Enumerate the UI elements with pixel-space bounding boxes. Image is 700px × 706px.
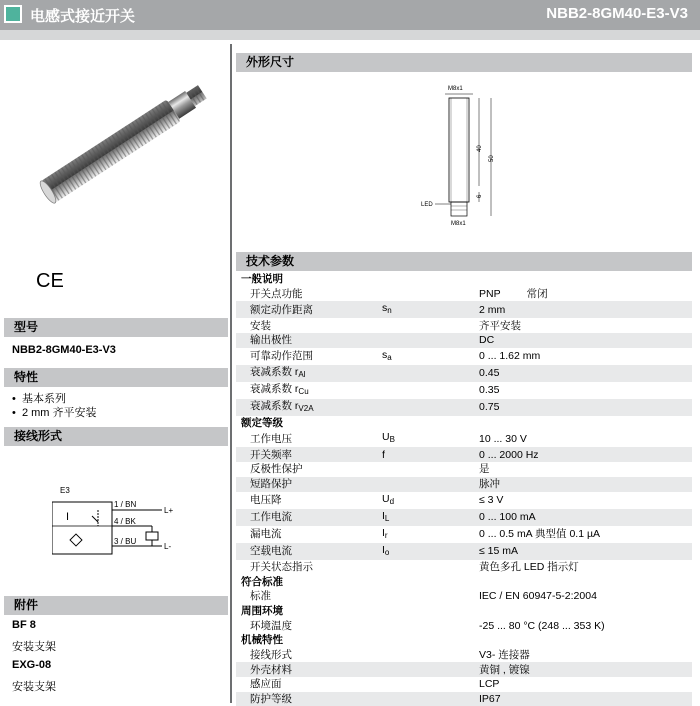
spec-label: 输出极性 bbox=[236, 333, 382, 348]
dim-40: 40 bbox=[477, 145, 483, 152]
spec-group bbox=[236, 604, 692, 619]
spec-symbol bbox=[382, 677, 424, 692]
spec-symbol bbox=[382, 648, 424, 663]
pin-3: 3 / BU bbox=[114, 537, 137, 546]
tech-heading: 技术参数 bbox=[236, 252, 692, 271]
spec-symbol: $s_a$ bbox=[382, 348, 392, 362]
spec-row bbox=[236, 526, 692, 543]
accessory-name: BF 8 bbox=[12, 619, 36, 631]
dimension-drawing bbox=[415, 82, 515, 227]
spec-value: 0 ... 100 mA bbox=[479, 509, 692, 526]
spec-value: 0 ... 2000 Hz bbox=[479, 447, 692, 462]
spec-label: 可靠动作范围 bbox=[250, 350, 313, 363]
spec-symbol bbox=[382, 382, 424, 399]
spec-label: 漏电流 bbox=[250, 528, 282, 540]
spec-label: 衰减系数 $r_{Al}$ bbox=[236, 365, 382, 382]
spec-value: IP67 bbox=[479, 692, 692, 706]
spec-row bbox=[236, 677, 692, 692]
spec-row bbox=[236, 648, 692, 663]
accessory-desc: 安装支架 bbox=[12, 641, 56, 653]
spec-label: 电压降 bbox=[250, 494, 282, 506]
spec-value: 0 ... 1.62 mm bbox=[479, 350, 541, 363]
spec-label: 反极性保护 bbox=[250, 463, 303, 476]
sub-bar bbox=[0, 30, 700, 40]
spec-label: 接线形式 bbox=[250, 648, 292, 661]
model-heading: 型号 bbox=[4, 318, 228, 337]
spec-value: 是 bbox=[479, 463, 490, 476]
spec-value: 10 ... 30 V bbox=[479, 432, 527, 445]
spec-row bbox=[236, 477, 692, 492]
spec-label: 衰减系数 $r_{Cu}$ bbox=[250, 382, 309, 396]
spec-row bbox=[236, 589, 692, 604]
spec-value: ≤ 3 V bbox=[479, 494, 504, 506]
spec-symbol bbox=[382, 462, 424, 477]
spec-row bbox=[236, 333, 692, 348]
spec-label: 工作电流 bbox=[236, 509, 382, 526]
spec-group-label: 机械特性 bbox=[241, 634, 283, 647]
spec-value: 黄铜 , 镀镍 bbox=[479, 662, 692, 677]
feature-item: • 2 mm 齐平安装 bbox=[12, 407, 97, 419]
spec-value: V3- 连接器 bbox=[479, 648, 530, 661]
spec-symbol: $I_L$ bbox=[382, 509, 424, 526]
spec-group bbox=[236, 574, 692, 589]
spec-value: IEC / EN 60947-5-2:2004 bbox=[479, 590, 597, 603]
spec-group-label: 一般说明 bbox=[241, 273, 283, 286]
spec-group bbox=[236, 272, 692, 287]
spec-label: 衰减系数 $r_{V2A}$ bbox=[236, 399, 382, 416]
wiring-diagram bbox=[52, 480, 192, 560]
spec-table bbox=[236, 272, 692, 706]
spec-value: -25 ... 80 °C (248 ... 353 K) bbox=[479, 619, 605, 632]
model-value: NBB2-8GM40-E3-V3 bbox=[12, 344, 116, 356]
spec-group bbox=[236, 633, 692, 648]
spec-symbol bbox=[382, 589, 424, 604]
dimensions-heading: 外形尺寸 bbox=[236, 53, 692, 72]
spec-value: 0 ... 0.5 mA 典型值 0.1 µA bbox=[479, 528, 601, 540]
spec-row bbox=[236, 382, 692, 399]
spec-row bbox=[236, 492, 692, 509]
accessory-desc: 安装支架 bbox=[12, 681, 56, 693]
sensor-diamond-icon bbox=[70, 534, 82, 546]
spec-value: 0.35 bbox=[479, 384, 500, 397]
spec-symbol bbox=[382, 318, 424, 333]
spec-row bbox=[236, 348, 692, 365]
led-label: LED bbox=[421, 202, 433, 208]
spec-symbol: $U_B$ bbox=[382, 431, 395, 445]
brand-square-icon bbox=[4, 5, 22, 23]
spec-label: 防护等级 bbox=[236, 692, 382, 706]
spec-symbol: $I_r$ bbox=[382, 526, 388, 540]
ce-mark: CE bbox=[36, 270, 64, 292]
spec-value: 2 mm bbox=[479, 301, 692, 318]
spec-symbol bbox=[382, 692, 424, 706]
features-heading: 特性 bbox=[4, 368, 228, 387]
spec-symbol: $U_d$ bbox=[382, 492, 395, 506]
spec-value: ≤ 15 mA bbox=[479, 543, 692, 560]
page-title: 电感式接近开关 bbox=[30, 8, 136, 25]
spec-symbol: $s_n$ bbox=[382, 301, 424, 318]
thread-top-label: M8x1 bbox=[448, 86, 463, 92]
spec-label: 标准 bbox=[250, 590, 271, 603]
spec-row bbox=[236, 318, 692, 333]
spec-extra: 常闭 bbox=[526, 288, 548, 301]
spec-group-label: 周围环境 bbox=[241, 604, 283, 617]
accessory-name: EXG-08 bbox=[12, 659, 52, 671]
feature-item: • 基本系列 bbox=[12, 393, 66, 405]
spec-row bbox=[236, 692, 692, 706]
spec-value: 黄色多孔 LED 指示灯 bbox=[479, 560, 579, 573]
pin-1: 1 / BN bbox=[114, 500, 137, 509]
spec-row bbox=[236, 662, 692, 677]
dim-6: 6 bbox=[477, 194, 483, 198]
spec-label: 空载电流 bbox=[236, 543, 382, 560]
l-plus: L+ bbox=[164, 506, 174, 515]
spec-symbol bbox=[382, 618, 424, 633]
spec-row bbox=[236, 301, 692, 318]
spec-symbol bbox=[382, 662, 424, 677]
spec-symbol bbox=[382, 399, 424, 416]
l-minus: L- bbox=[164, 542, 172, 551]
spec-label: 环境温度 bbox=[250, 619, 292, 632]
spec-row bbox=[236, 462, 692, 477]
spec-row bbox=[236, 399, 692, 416]
spec-label: 开关频率 bbox=[236, 447, 382, 462]
spec-row bbox=[236, 618, 692, 633]
spec-row bbox=[236, 447, 692, 462]
spec-label: 额定动作距离 bbox=[236, 301, 382, 318]
spec-row bbox=[236, 509, 692, 526]
thread-bottom-label: M8x1 bbox=[451, 221, 466, 227]
spec-symbol bbox=[382, 287, 424, 302]
wiring-label: E3 bbox=[60, 486, 70, 495]
spec-label: 开关状态指示 bbox=[250, 560, 313, 573]
spec-label: 感应面 bbox=[250, 678, 282, 691]
spec-symbol bbox=[382, 333, 424, 348]
dim-50: 50 bbox=[489, 155, 495, 162]
spec-label: 外壳材料 bbox=[236, 662, 382, 677]
spec-value: DC bbox=[479, 333, 692, 348]
spec-value: 0.75 bbox=[479, 399, 692, 416]
sensor-body-outline bbox=[449, 98, 469, 202]
spec-symbol: $I_o$ bbox=[382, 543, 424, 560]
spec-symbol: f bbox=[382, 447, 424, 462]
box-symbol: I bbox=[66, 511, 70, 523]
spec-symbol bbox=[382, 365, 424, 382]
accessories-heading: 附件 bbox=[4, 596, 228, 615]
load-icon bbox=[146, 532, 158, 540]
wiring-heading: 接线形式 bbox=[4, 427, 228, 446]
spec-label: 安装 bbox=[250, 319, 271, 332]
pin-4: 4 / BK bbox=[114, 517, 136, 526]
spec-value: 脉冲 bbox=[479, 477, 692, 492]
spec-group-label: 额定等级 bbox=[241, 417, 283, 430]
spec-value: PNP 常闭 bbox=[479, 288, 548, 301]
spec-label: 开关点功能 bbox=[250, 288, 303, 301]
spec-row bbox=[236, 287, 692, 302]
spec-symbol bbox=[382, 560, 424, 575]
spec-value: 0.45 bbox=[479, 365, 692, 382]
spec-row bbox=[236, 365, 692, 382]
spec-value: 齐平安装 bbox=[479, 319, 521, 332]
spec-row bbox=[236, 543, 692, 560]
product-image bbox=[30, 62, 220, 212]
spec-symbol bbox=[382, 477, 424, 492]
spec-group bbox=[236, 416, 692, 431]
title-bar bbox=[0, 0, 700, 30]
column-divider bbox=[230, 44, 232, 703]
spec-label: 工作电压 bbox=[250, 432, 292, 445]
header-model: NBB2-8GM40-E3-V3 bbox=[546, 5, 688, 22]
spec-group-label: 符合标准 bbox=[241, 575, 283, 588]
spec-label: 短路保护 bbox=[236, 477, 382, 492]
spec-row bbox=[236, 560, 692, 575]
spec-value: LCP bbox=[479, 678, 500, 691]
spec-row bbox=[236, 430, 692, 447]
